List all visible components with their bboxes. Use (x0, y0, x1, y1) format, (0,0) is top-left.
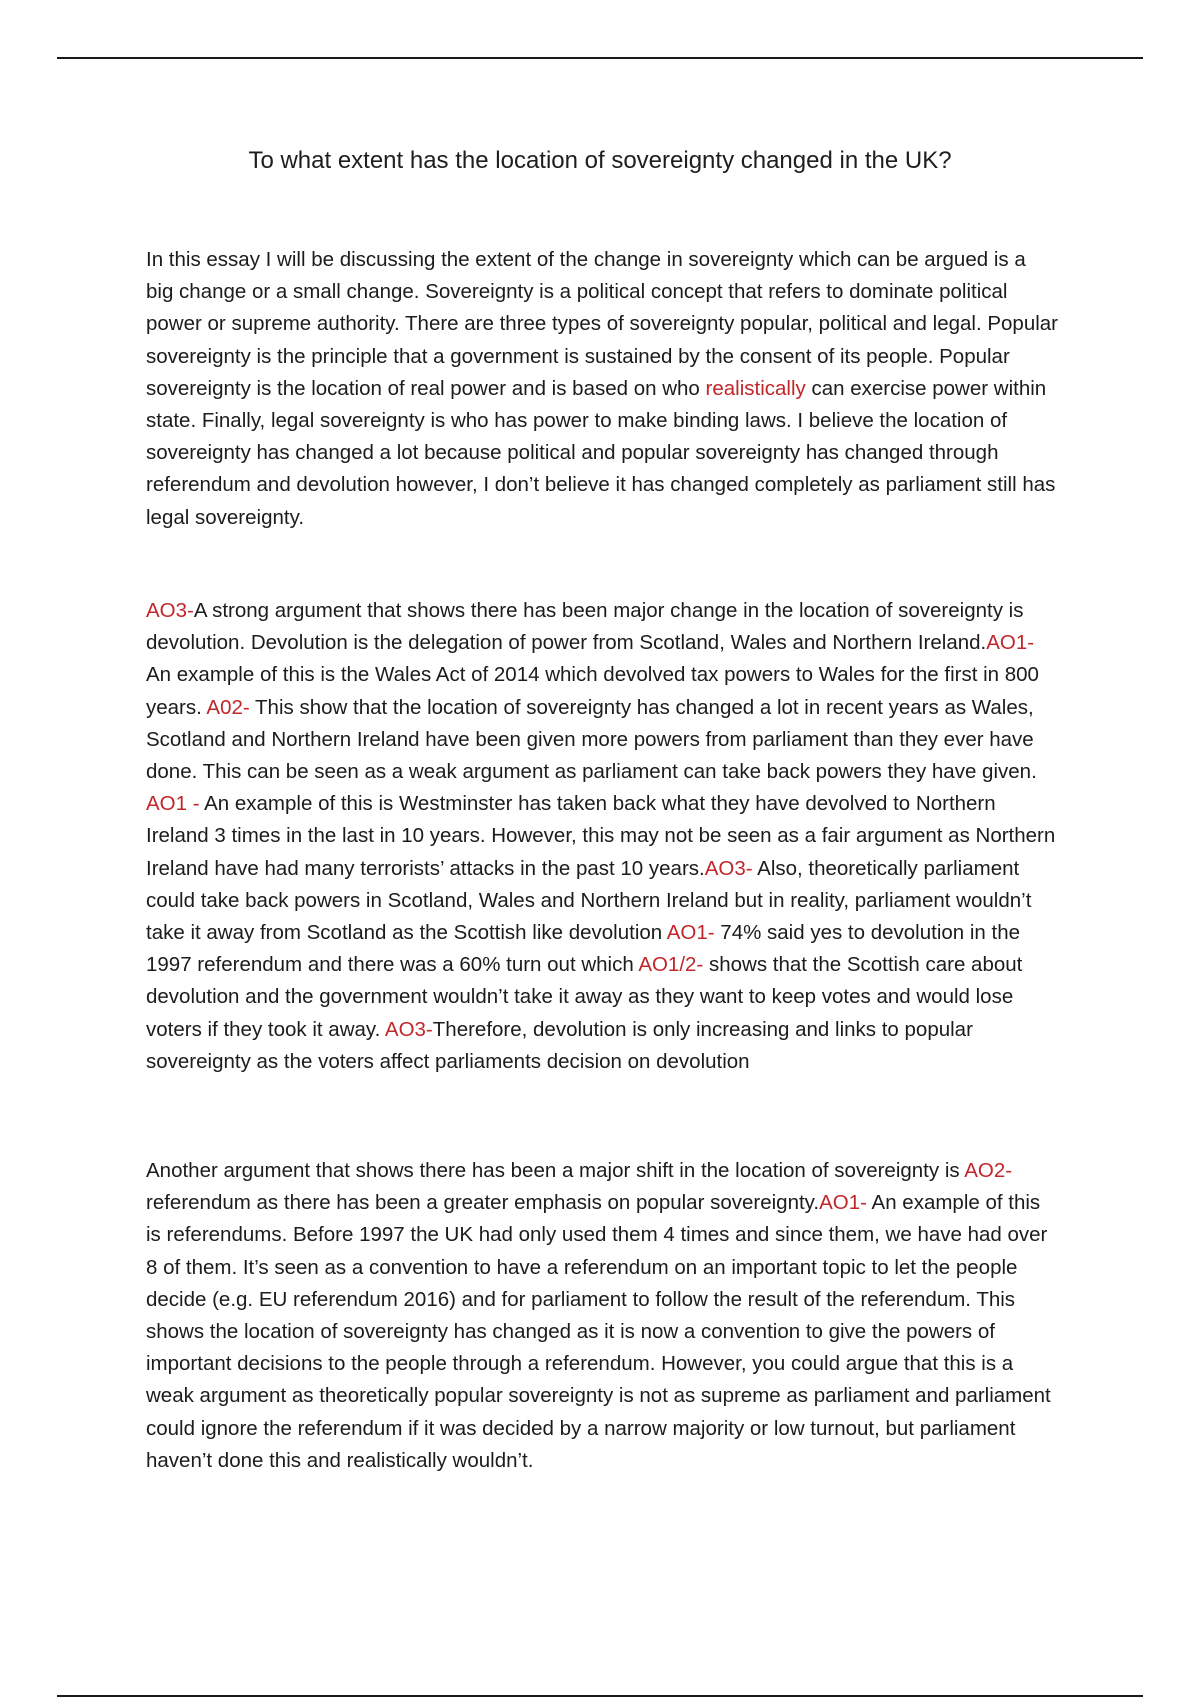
intro-paragraph (146, 244, 1058, 534)
assessment-objective-marker: AO1- (986, 631, 1035, 655)
assessment-objective-marker: AO3- (384, 1017, 433, 1041)
top-rule (57, 57, 1143, 59)
assessment-objective-marker: AO2- (964, 1159, 1013, 1182)
paragraph-text: An example of this is referendums. Before 1997 the UK had only used them 4 times and since them, we have had over 8 of them. It’s seen as a convention to have a referendum on an important topic to let the people decide (e.g. EU referendum 2016) and for parliament to follow the result of the referendum. This shows the location of sovereignty has changed as it is now a convention to give the powers of important decisions to the people through a referendum. However, you could argue that this is a weak argument as theoretically popular sovereignty is not as supreme as parliament and parliament could ignore the referendum if it was decided by a narrow majority or low turnout, but parliament haven’t done this and realistically wouldn’t. (146, 1191, 1051, 1472)
devolution-paragraph-block (146, 595, 1058, 1078)
bottom-rule (57, 1695, 1143, 1697)
referendum-paragraph (146, 1155, 1058, 1477)
paragraph-text: 74% said yes to devolution in the 1997 referendum and there was a 60% turn out which (146, 921, 1021, 977)
paragraph-text: referendum as there has been a greater emphasis on popular sovereignty. (146, 1191, 820, 1215)
assessment-objective-marker: A02- (206, 695, 250, 719)
paragraph-text: can exercise power within state. Finally, legal sovereignty is who has power to make binding laws. I believe the location of sovereignty has changed a lot because political and popular sovereignty has changed through referendum and devolution however, I don’t believe it has changed completely as parliament still has legal sovereignty. (146, 376, 1056, 529)
paragraph-text: Also, theoretically parliament could take back powers in Scotland, Wales and Northern Ireland but in reality, parliament wouldn’t take it away from Scotland as the Scottish like devolution (146, 856, 1032, 945)
assessment-objective-marker: AO3- (704, 856, 753, 880)
referendum-paragraph-block (146, 1155, 1058, 1477)
paragraph-text: This show that the location of sovereignty has changed a lot in recent years as Wales, Scotland and Northern Ireland have been given more powers from parliament than they ever have done. This can be seen as a weak argument as parliament can take back powers they have given. (146, 695, 1037, 784)
assessment-objective-marker: AO1 - (146, 792, 200, 816)
paragraph-text: In this essay I will be discussing the extent of the change in sovereignty which can be argued is a big change or a small change. Sovereignty is a political concept that refers to dominate political power or supreme authority. There are three types of sovereignty popular, political and legal. Popular sovereignty is the principle that a government is sustained by the consent of its people. Popular sovereignty is the location of real power and is based on who (146, 248, 1059, 400)
assessment-objective-marker: realistically (705, 376, 806, 400)
paragraph-text: An example of this is Westminster has taken back what they have devolved to Northern Ireland 3 times in the last in 10 years. However, this may not be seen as a fair argument as Northern Ireland have had many terrorists’ attacks in the past 10 years. (146, 792, 1056, 880)
devolution-paragraph (146, 595, 1058, 1078)
paragraph-text: Another argument that shows there has been a major shift in the location of sovereignty is (146, 1159, 965, 1182)
paragraph-text: Therefore, devolution is only increasing and links to popular sovereignty as the voters affect parliaments decision on devolution (146, 1017, 973, 1073)
assessment-objective-marker: AO1- (666, 921, 715, 945)
assessment-objective-marker: AO1/2- (638, 953, 704, 977)
assessment-objective-marker: AO3- (146, 599, 194, 622)
assessment-objective-marker: AO1- (819, 1191, 867, 1215)
intro-paragraph-block (146, 244, 1058, 534)
paragraph-text: shows that the Scottish care about devolution and the government wouldn’t take it away as they want to keep votes and would lose voters if they took it away. (146, 953, 1023, 1041)
essay-title: To what extent has the location of sovereignty changed in the UK? (248, 147, 952, 174)
paragraph-text: A strong argument that shows there has been major change in the location of sovereignty is devolution. Devolution is the delegation of power from Scotland, Wales and Northern Ireland. (146, 599, 1024, 655)
paragraph-text: An example of this is the Wales Act of 2014 which devolved tax powers to Wales for the first in 800 years. (146, 663, 1039, 719)
